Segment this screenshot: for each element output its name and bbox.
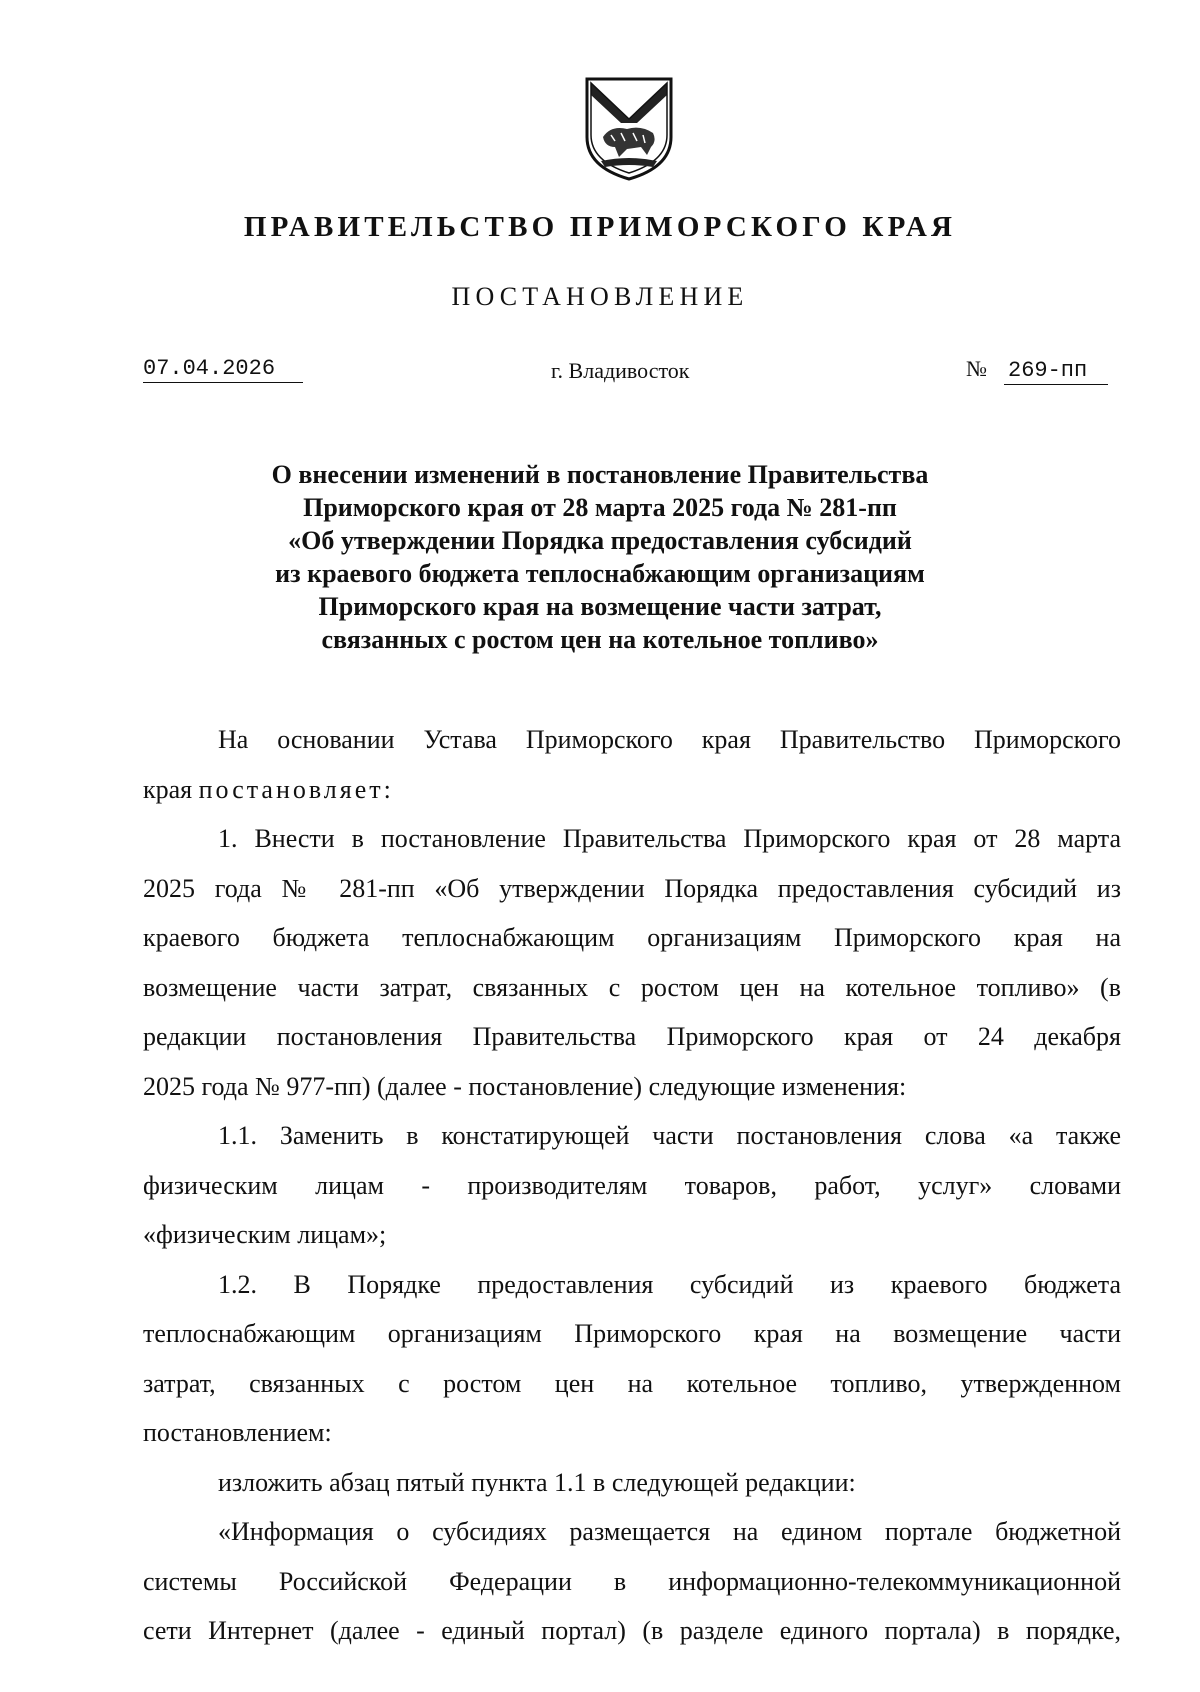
subject-line: из краевого бюджета теплоснабжающим организациям xyxy=(275,559,925,588)
subject-line: О внесении изменений в постановление Правительства xyxy=(271,460,929,489)
coat-of-arms-emblem xyxy=(581,75,677,183)
text-line: «Информация о субсидиях размещается на едином портале бюджетной xyxy=(218,1517,1121,1546)
text-line: постановлением: xyxy=(143,1418,332,1447)
text-fragment: края xyxy=(143,774,199,804)
document-subject xyxy=(150,458,1050,656)
number-sign: № xyxy=(966,356,987,381)
text-line xyxy=(143,765,1121,815)
text-line: затрат, связанных с ростом цен на котельное топливо, утвержденном xyxy=(143,1368,1121,1398)
subject-line: Приморского края от 28 марта 2025 года № 281-пп xyxy=(303,493,897,522)
text-line: редакции постановления Правительства Приморского края от 24 декабря xyxy=(143,1022,1121,1051)
paragraph-item-1 xyxy=(143,814,1121,1111)
text-line: сети Интернет (далее - единый портал) (в разделе единого портала) в порядке, xyxy=(143,1616,1121,1645)
text-line: На основании Устава Приморского края Правительство Приморского xyxy=(218,725,1121,754)
text-line: возмещение части затрат, связанных с ростом цен на котельное топливо» (в xyxy=(143,972,1121,1002)
resolves-word: постановляет: xyxy=(198,774,394,804)
text-line: 2025 года № 281-пп «Об утверждении Порядка предоставления субсидий из xyxy=(143,873,1121,903)
document-city: г. Владивосток xyxy=(551,358,690,383)
text-line: 1. Внести в постановление Правительства Приморского края от 28 марта xyxy=(218,824,1121,853)
document-number-block xyxy=(966,356,1116,385)
document-type: ПОСТАНОВЛЕНИЕ xyxy=(451,282,749,311)
subject-line: «Об утверждении Порядка предоставления субсидий xyxy=(288,526,912,555)
text-line: изложить абзац пятый пункта 1.1 в следующей редакции: xyxy=(218,1467,856,1497)
document-date: 07.04.2026 xyxy=(143,356,303,383)
government-title: ПРАВИТЕЛЬСТВО ПРИМОРСКОГО КРАЯ xyxy=(243,211,957,243)
paragraph-item-1-2 xyxy=(143,1260,1121,1458)
text-line: физическим лицам - производителям товаров, работ, услуг» словами xyxy=(143,1170,1121,1200)
text-line: 1.2. В Порядке предоставления субсидий из краевого бюджета xyxy=(218,1269,1121,1299)
text-line: краевого бюджета теплоснабжающим организациям Приморского края на xyxy=(143,923,1121,952)
paragraph-quoted-text xyxy=(143,1507,1121,1656)
paragraph-preamble xyxy=(143,715,1121,814)
document-body xyxy=(143,715,1121,1656)
document-number: 269-пп xyxy=(1004,358,1108,385)
text-line: системы Российской Федерации в информационно-телекоммуникационной xyxy=(143,1566,1121,1596)
paragraph-item-1-1 xyxy=(143,1111,1121,1260)
text-line: «физическим лицам»; xyxy=(143,1220,387,1249)
subject-line: связанных с ростом цен на котельное топливо» xyxy=(321,625,879,654)
text-line: теплоснабжающим организациям Приморского края на возмещение части xyxy=(143,1319,1121,1348)
subject-line: Приморского края на возмещение части затрат, xyxy=(318,592,882,621)
text-line: 1.1. Заменить в констатирующей части постановления слова «а также xyxy=(218,1121,1121,1150)
text-line: 2025 года № 977-пп) (далее - постановление) следующие изменения: xyxy=(143,1071,907,1101)
paragraph-instruction xyxy=(143,1458,1121,1508)
